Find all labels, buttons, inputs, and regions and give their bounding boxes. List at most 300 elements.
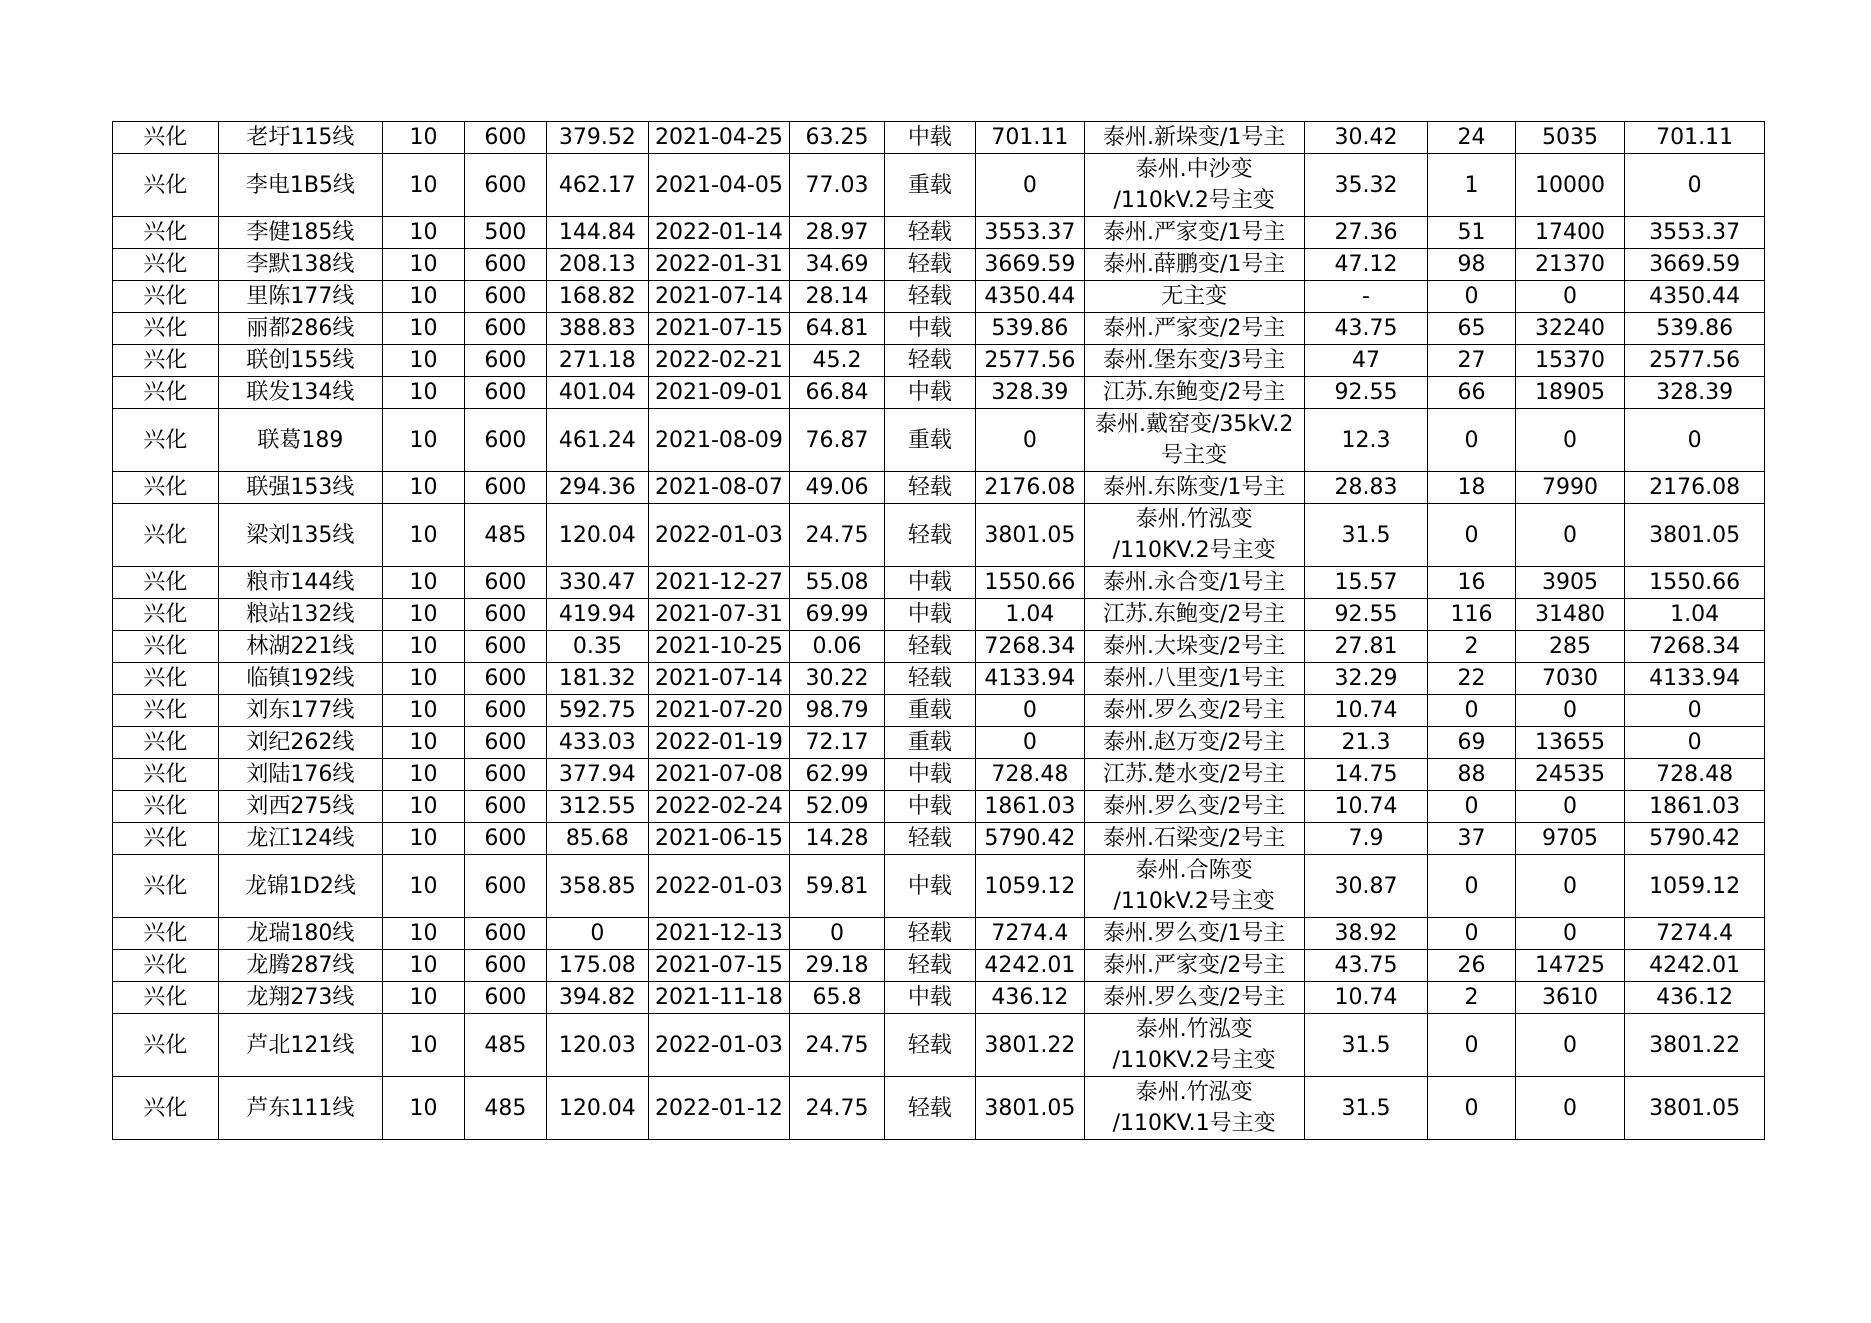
table-row xyxy=(113,377,1765,409)
load-rate-cell: 49.06 xyxy=(790,472,884,504)
voltage-cell: 10 xyxy=(383,1014,464,1077)
capacity-cell: 5035 xyxy=(1515,122,1625,154)
load-rate-cell: 65.8 xyxy=(790,982,884,1014)
table-row xyxy=(113,472,1765,504)
spare-capacity-cell: 3801.05 xyxy=(976,1077,1085,1140)
date-cell: 2021-11-18 xyxy=(648,982,790,1014)
table-row xyxy=(113,345,1765,377)
region-cell: 兴化 xyxy=(113,281,219,313)
available-capacity-cell: 3801.05 xyxy=(1625,1077,1765,1140)
load-status-cell: 轻载 xyxy=(884,1014,975,1077)
rated-current-cell: 600 xyxy=(464,345,546,377)
region-cell: 兴化 xyxy=(113,855,219,918)
table-row xyxy=(113,1014,1765,1077)
count-cell: 26 xyxy=(1428,950,1515,982)
transformer-load-cell: 32.29 xyxy=(1304,663,1428,695)
date-cell: 2021-12-13 xyxy=(648,918,790,950)
load-status-cell: 中载 xyxy=(884,377,975,409)
region-cell: 兴化 xyxy=(113,695,219,727)
load-rate-cell: 30.22 xyxy=(790,663,884,695)
date-cell: 2022-01-03 xyxy=(648,1014,790,1077)
table-row xyxy=(113,1077,1765,1140)
voltage-cell: 10 xyxy=(383,599,464,631)
count-cell: 0 xyxy=(1428,918,1515,950)
capacity-cell: 3905 xyxy=(1515,567,1625,599)
date-cell: 2022-01-31 xyxy=(648,249,790,281)
table-row xyxy=(113,759,1765,791)
load-rate-cell: 62.99 xyxy=(790,759,884,791)
count-cell: 98 xyxy=(1428,249,1515,281)
rated-current-cell: 600 xyxy=(464,695,546,727)
line-name-cell: 李电1B5线 xyxy=(218,154,383,217)
rated-current-cell: 600 xyxy=(464,727,546,759)
spare-capacity-cell: 1861.03 xyxy=(976,791,1085,823)
load-status-cell: 重载 xyxy=(884,154,975,217)
max-current-cell: 120.04 xyxy=(547,504,648,567)
available-capacity-cell: 1550.66 xyxy=(1625,567,1765,599)
rated-current-cell: 600 xyxy=(464,663,546,695)
available-capacity-cell: 0 xyxy=(1625,727,1765,759)
load-rate-cell: 77.03 xyxy=(790,154,884,217)
max-current-cell: 120.03 xyxy=(547,1014,648,1077)
region-cell: 兴化 xyxy=(113,791,219,823)
count-cell: 16 xyxy=(1428,567,1515,599)
region-cell: 兴化 xyxy=(113,217,219,249)
transformer-cell: 泰州.竹泓变 /110KV.1号主变 xyxy=(1084,1077,1304,1140)
rated-current-cell: 600 xyxy=(464,599,546,631)
available-capacity-cell: 5790.42 xyxy=(1625,823,1765,855)
table-row xyxy=(113,249,1765,281)
line-name-cell: 芦东111线 xyxy=(218,1077,383,1140)
available-capacity-cell: 701.11 xyxy=(1625,122,1765,154)
rated-current-cell: 600 xyxy=(464,631,546,663)
load-status-cell: 重载 xyxy=(884,695,975,727)
load-rate-cell: 24.75 xyxy=(790,1077,884,1140)
load-status-cell: 轻载 xyxy=(884,823,975,855)
capacity-cell: 0 xyxy=(1515,791,1625,823)
load-status-cell: 中载 xyxy=(884,599,975,631)
voltage-cell: 10 xyxy=(383,122,464,154)
date-cell: 2021-06-15 xyxy=(648,823,790,855)
load-rate-cell: 28.97 xyxy=(790,217,884,249)
transformer-cell: 泰州.八里变/1号主 xyxy=(1084,663,1304,695)
voltage-cell: 10 xyxy=(383,249,464,281)
available-capacity-cell: 3801.05 xyxy=(1625,504,1765,567)
spare-capacity-cell: 5790.42 xyxy=(976,823,1085,855)
max-current-cell: 401.04 xyxy=(547,377,648,409)
transformer-cell: 泰州.竹泓变 /110KV.2号主变 xyxy=(1084,504,1304,567)
max-current-cell: 181.32 xyxy=(547,663,648,695)
transformer-cell: 泰州.堡东变/3号主 xyxy=(1084,345,1304,377)
available-capacity-cell: 0 xyxy=(1625,695,1765,727)
voltage-cell: 10 xyxy=(383,727,464,759)
table-row xyxy=(113,663,1765,695)
available-capacity-cell: 1.04 xyxy=(1625,599,1765,631)
voltage-cell: 10 xyxy=(383,823,464,855)
load-status-cell: 轻载 xyxy=(884,249,975,281)
voltage-cell: 10 xyxy=(383,313,464,345)
transformer-cell: 泰州.严家变/1号主 xyxy=(1084,217,1304,249)
load-status-cell: 中载 xyxy=(884,982,975,1014)
count-cell: 0 xyxy=(1428,855,1515,918)
transformer-load-cell: 15.57 xyxy=(1304,567,1428,599)
transformer-cell: 泰州.罗么变/2号主 xyxy=(1084,982,1304,1014)
date-cell: 2021-07-14 xyxy=(648,663,790,695)
date-cell: 2021-07-08 xyxy=(648,759,790,791)
transformer-cell: 泰州.严家变/2号主 xyxy=(1084,313,1304,345)
line-name-cell: 李健185线 xyxy=(218,217,383,249)
date-cell: 2021-04-25 xyxy=(648,122,790,154)
rated-current-cell: 600 xyxy=(464,918,546,950)
transformer-cell: 泰州.石梁变/2号主 xyxy=(1084,823,1304,855)
table-row xyxy=(113,791,1765,823)
max-current-cell: 271.18 xyxy=(547,345,648,377)
capacity-cell: 31480 xyxy=(1515,599,1625,631)
transformer-cell: 江苏.东鲍变/2号主 xyxy=(1084,599,1304,631)
region-cell: 兴化 xyxy=(113,1014,219,1077)
load-rate-cell: 14.28 xyxy=(790,823,884,855)
voltage-cell: 10 xyxy=(383,631,464,663)
load-status-cell: 轻载 xyxy=(884,631,975,663)
rated-current-cell: 485 xyxy=(464,1014,546,1077)
line-name-cell: 林湖221线 xyxy=(218,631,383,663)
table-row xyxy=(113,823,1765,855)
spare-capacity-cell: 1550.66 xyxy=(976,567,1085,599)
transformer-load-cell: 43.75 xyxy=(1304,313,1428,345)
region-cell: 兴化 xyxy=(113,631,219,663)
load-status-cell: 中载 xyxy=(884,855,975,918)
load-rate-cell: 28.14 xyxy=(790,281,884,313)
voltage-cell: 10 xyxy=(383,377,464,409)
available-capacity-cell: 328.39 xyxy=(1625,377,1765,409)
max-current-cell: 120.04 xyxy=(547,1077,648,1140)
count-cell: 2 xyxy=(1428,982,1515,1014)
region-cell: 兴化 xyxy=(113,599,219,631)
load-rate-cell: 66.84 xyxy=(790,377,884,409)
table-row xyxy=(113,918,1765,950)
rated-current-cell: 600 xyxy=(464,982,546,1014)
table-row xyxy=(113,727,1765,759)
count-cell: 0 xyxy=(1428,504,1515,567)
voltage-cell: 10 xyxy=(383,504,464,567)
region-cell: 兴化 xyxy=(113,918,219,950)
rated-current-cell: 600 xyxy=(464,154,546,217)
table-row xyxy=(113,950,1765,982)
region-cell: 兴化 xyxy=(113,504,219,567)
capacity-cell: 13655 xyxy=(1515,727,1625,759)
transformer-cell: 泰州.严家变/2号主 xyxy=(1084,950,1304,982)
transformer-load-cell: 14.75 xyxy=(1304,759,1428,791)
line-name-cell: 临镇192线 xyxy=(218,663,383,695)
load-rate-cell: 76.87 xyxy=(790,409,884,472)
capacity-cell: 32240 xyxy=(1515,313,1625,345)
transformer-load-cell: 10.74 xyxy=(1304,791,1428,823)
load-status-cell: 中载 xyxy=(884,759,975,791)
spare-capacity-cell: 2577.56 xyxy=(976,345,1085,377)
count-cell: 0 xyxy=(1428,281,1515,313)
count-cell: 27 xyxy=(1428,345,1515,377)
count-cell: 65 xyxy=(1428,313,1515,345)
voltage-cell: 10 xyxy=(383,663,464,695)
voltage-cell: 10 xyxy=(383,567,464,599)
capacity-cell: 3610 xyxy=(1515,982,1625,1014)
max-current-cell: 462.17 xyxy=(547,154,648,217)
date-cell: 2021-12-27 xyxy=(648,567,790,599)
date-cell: 2022-01-03 xyxy=(648,504,790,567)
capacity-cell: 0 xyxy=(1515,409,1625,472)
spare-capacity-cell: 4242.01 xyxy=(976,950,1085,982)
capacity-cell: 21370 xyxy=(1515,249,1625,281)
data-table xyxy=(112,121,1765,1140)
available-capacity-cell: 539.86 xyxy=(1625,313,1765,345)
region-cell: 兴化 xyxy=(113,727,219,759)
transformer-cell: 泰州.罗么变/2号主 xyxy=(1084,791,1304,823)
transformer-load-cell: 92.55 xyxy=(1304,377,1428,409)
transformer-load-cell: 21.3 xyxy=(1304,727,1428,759)
transformer-load-cell: 38.92 xyxy=(1304,918,1428,950)
capacity-cell: 0 xyxy=(1515,504,1625,567)
table-row xyxy=(113,154,1765,217)
spare-capacity-cell: 4133.94 xyxy=(976,663,1085,695)
max-current-cell: 168.82 xyxy=(547,281,648,313)
transformer-cell: 泰州.竹泓变 /110KV.2号主变 xyxy=(1084,1014,1304,1077)
date-cell: 2021-10-25 xyxy=(648,631,790,663)
line-name-cell: 里陈177线 xyxy=(218,281,383,313)
table-row xyxy=(113,695,1765,727)
load-status-cell: 重载 xyxy=(884,727,975,759)
rated-current-cell: 600 xyxy=(464,791,546,823)
max-current-cell: 592.75 xyxy=(547,695,648,727)
load-rate-cell: 34.69 xyxy=(790,249,884,281)
voltage-cell: 10 xyxy=(383,982,464,1014)
available-capacity-cell: 7268.34 xyxy=(1625,631,1765,663)
voltage-cell: 10 xyxy=(383,154,464,217)
load-rate-cell: 0.06 xyxy=(790,631,884,663)
line-name-cell: 联葛189 xyxy=(218,409,383,472)
table-row xyxy=(113,504,1765,567)
spare-capacity-cell: 3669.59 xyxy=(976,249,1085,281)
transformer-cell: 泰州.薛鹏变/1号主 xyxy=(1084,249,1304,281)
transformer-cell: 泰州.东陈变/1号主 xyxy=(1084,472,1304,504)
load-status-cell: 轻载 xyxy=(884,345,975,377)
spare-capacity-cell: 3553.37 xyxy=(976,217,1085,249)
capacity-cell: 0 xyxy=(1515,1014,1625,1077)
voltage-cell: 10 xyxy=(383,759,464,791)
load-rate-cell: 24.75 xyxy=(790,504,884,567)
transformer-cell: 泰州.罗么变/2号主 xyxy=(1084,695,1304,727)
date-cell: 2021-08-07 xyxy=(648,472,790,504)
capacity-cell: 0 xyxy=(1515,695,1625,727)
table-row xyxy=(113,409,1765,472)
count-cell: 69 xyxy=(1428,727,1515,759)
date-cell: 2022-01-03 xyxy=(648,855,790,918)
transformer-load-cell: 28.83 xyxy=(1304,472,1428,504)
available-capacity-cell: 3801.22 xyxy=(1625,1014,1765,1077)
table-row xyxy=(113,982,1765,1014)
voltage-cell: 10 xyxy=(383,409,464,472)
date-cell: 2022-02-24 xyxy=(648,791,790,823)
transformer-load-cell: 7.9 xyxy=(1304,823,1428,855)
spare-capacity-cell: 701.11 xyxy=(976,122,1085,154)
voltage-cell: 10 xyxy=(383,918,464,950)
rated-current-cell: 500 xyxy=(464,217,546,249)
rated-current-cell: 600 xyxy=(464,855,546,918)
spare-capacity-cell: 328.39 xyxy=(976,377,1085,409)
region-cell: 兴化 xyxy=(113,249,219,281)
transformer-cell: 无主变 xyxy=(1084,281,1304,313)
voltage-cell: 10 xyxy=(383,791,464,823)
line-name-cell: 粮市144线 xyxy=(218,567,383,599)
spare-capacity-cell: 2176.08 xyxy=(976,472,1085,504)
date-cell: 2021-07-31 xyxy=(648,599,790,631)
max-current-cell: 208.13 xyxy=(547,249,648,281)
capacity-cell: 0 xyxy=(1515,855,1625,918)
rated-current-cell: 600 xyxy=(464,313,546,345)
max-current-cell: 330.47 xyxy=(547,567,648,599)
voltage-cell: 10 xyxy=(383,695,464,727)
rated-current-cell: 600 xyxy=(464,377,546,409)
load-status-cell: 中载 xyxy=(884,313,975,345)
spare-capacity-cell: 1.04 xyxy=(976,599,1085,631)
max-current-cell: 394.82 xyxy=(547,982,648,1014)
load-rate-cell: 52.09 xyxy=(790,791,884,823)
date-cell: 2021-08-09 xyxy=(648,409,790,472)
spare-capacity-cell: 3801.05 xyxy=(976,504,1085,567)
table-body xyxy=(113,122,1765,1140)
table-row xyxy=(113,122,1765,154)
available-capacity-cell: 4133.94 xyxy=(1625,663,1765,695)
load-status-cell: 轻载 xyxy=(884,1077,975,1140)
voltage-cell: 10 xyxy=(383,855,464,918)
count-cell: 18 xyxy=(1428,472,1515,504)
line-name-cell: 联创155线 xyxy=(218,345,383,377)
max-current-cell: 312.55 xyxy=(547,791,648,823)
count-cell: 0 xyxy=(1428,695,1515,727)
max-current-cell: 358.85 xyxy=(547,855,648,918)
region-cell: 兴化 xyxy=(113,122,219,154)
rated-current-cell: 600 xyxy=(464,950,546,982)
available-capacity-cell: 2577.56 xyxy=(1625,345,1765,377)
rated-current-cell: 600 xyxy=(464,249,546,281)
line-name-cell: 联强153线 xyxy=(218,472,383,504)
region-cell: 兴化 xyxy=(113,982,219,1014)
line-name-cell: 丽都286线 xyxy=(218,313,383,345)
max-current-cell: 379.52 xyxy=(547,122,648,154)
available-capacity-cell: 728.48 xyxy=(1625,759,1765,791)
available-capacity-cell: 4350.44 xyxy=(1625,281,1765,313)
transformer-load-cell: 10.74 xyxy=(1304,982,1428,1014)
date-cell: 2022-02-21 xyxy=(648,345,790,377)
transformer-load-cell: 31.5 xyxy=(1304,1014,1428,1077)
count-cell: 0 xyxy=(1428,791,1515,823)
transformer-load-cell: 10.74 xyxy=(1304,695,1428,727)
capacity-cell: 10000 xyxy=(1515,154,1625,217)
capacity-cell: 0 xyxy=(1515,281,1625,313)
transformer-cell: 江苏.东鲍变/2号主 xyxy=(1084,377,1304,409)
transformer-cell: 泰州.戴窑变/35kV.2 号主变 xyxy=(1084,409,1304,472)
transformer-load-cell: 35.32 xyxy=(1304,154,1428,217)
line-name-cell: 梁刘135线 xyxy=(218,504,383,567)
region-cell: 兴化 xyxy=(113,154,219,217)
transformer-cell: 泰州.赵万变/2号主 xyxy=(1084,727,1304,759)
load-status-cell: 轻载 xyxy=(884,504,975,567)
transformer-cell: 泰州.大垛变/2号主 xyxy=(1084,631,1304,663)
capacity-cell: 24535 xyxy=(1515,759,1625,791)
region-cell: 兴化 xyxy=(113,409,219,472)
count-cell: 22 xyxy=(1428,663,1515,695)
capacity-cell: 14725 xyxy=(1515,950,1625,982)
spare-capacity-cell: 1059.12 xyxy=(976,855,1085,918)
spare-capacity-cell: 4350.44 xyxy=(976,281,1085,313)
transformer-cell: 江苏.楚水变/2号主 xyxy=(1084,759,1304,791)
date-cell: 2021-07-14 xyxy=(648,281,790,313)
rated-current-cell: 600 xyxy=(464,409,546,472)
transformer-load-cell: 30.42 xyxy=(1304,122,1428,154)
date-cell: 2021-07-15 xyxy=(648,950,790,982)
spare-capacity-cell: 728.48 xyxy=(976,759,1085,791)
capacity-cell: 17400 xyxy=(1515,217,1625,249)
region-cell: 兴化 xyxy=(113,567,219,599)
available-capacity-cell: 0 xyxy=(1625,154,1765,217)
transformer-load-cell: 27.81 xyxy=(1304,631,1428,663)
region-cell: 兴化 xyxy=(113,345,219,377)
count-cell: 116 xyxy=(1428,599,1515,631)
date-cell: 2021-04-05 xyxy=(648,154,790,217)
max-current-cell: 175.08 xyxy=(547,950,648,982)
transformer-cell: 泰州.罗么变/1号主 xyxy=(1084,918,1304,950)
capacity-cell: 18905 xyxy=(1515,377,1625,409)
capacity-cell: 7030 xyxy=(1515,663,1625,695)
region-cell: 兴化 xyxy=(113,313,219,345)
load-status-cell: 中载 xyxy=(884,567,975,599)
voltage-cell: 10 xyxy=(383,281,464,313)
transformer-load-cell: - xyxy=(1304,281,1428,313)
count-cell: 0 xyxy=(1428,409,1515,472)
count-cell: 37 xyxy=(1428,823,1515,855)
spare-capacity-cell: 7268.34 xyxy=(976,631,1085,663)
load-status-cell: 轻载 xyxy=(884,663,975,695)
spare-capacity-cell: 0 xyxy=(976,154,1085,217)
load-rate-cell: 0 xyxy=(790,918,884,950)
count-cell: 2 xyxy=(1428,631,1515,663)
line-name-cell: 李默138线 xyxy=(218,249,383,281)
load-status-cell: 重载 xyxy=(884,409,975,472)
max-current-cell: 433.03 xyxy=(547,727,648,759)
count-cell: 0 xyxy=(1428,1077,1515,1140)
rated-current-cell: 600 xyxy=(464,823,546,855)
voltage-cell: 10 xyxy=(383,345,464,377)
load-status-cell: 轻载 xyxy=(884,472,975,504)
load-status-cell: 轻载 xyxy=(884,217,975,249)
load-rate-cell: 29.18 xyxy=(790,950,884,982)
available-capacity-cell: 4242.01 xyxy=(1625,950,1765,982)
spare-capacity-cell: 539.86 xyxy=(976,313,1085,345)
line-name-cell: 芦北121线 xyxy=(218,1014,383,1077)
load-rate-cell: 24.75 xyxy=(790,1014,884,1077)
rated-current-cell: 600 xyxy=(464,122,546,154)
capacity-cell: 0 xyxy=(1515,1077,1625,1140)
load-rate-cell: 59.81 xyxy=(790,855,884,918)
load-rate-cell: 64.81 xyxy=(790,313,884,345)
spare-capacity-cell: 7274.4 xyxy=(976,918,1085,950)
voltage-cell: 10 xyxy=(383,217,464,249)
max-current-cell: 419.94 xyxy=(547,599,648,631)
transformer-cell: 泰州.永合变/1号主 xyxy=(1084,567,1304,599)
region-cell: 兴化 xyxy=(113,377,219,409)
max-current-cell: 144.84 xyxy=(547,217,648,249)
max-current-cell: 294.36 xyxy=(547,472,648,504)
capacity-cell: 285 xyxy=(1515,631,1625,663)
